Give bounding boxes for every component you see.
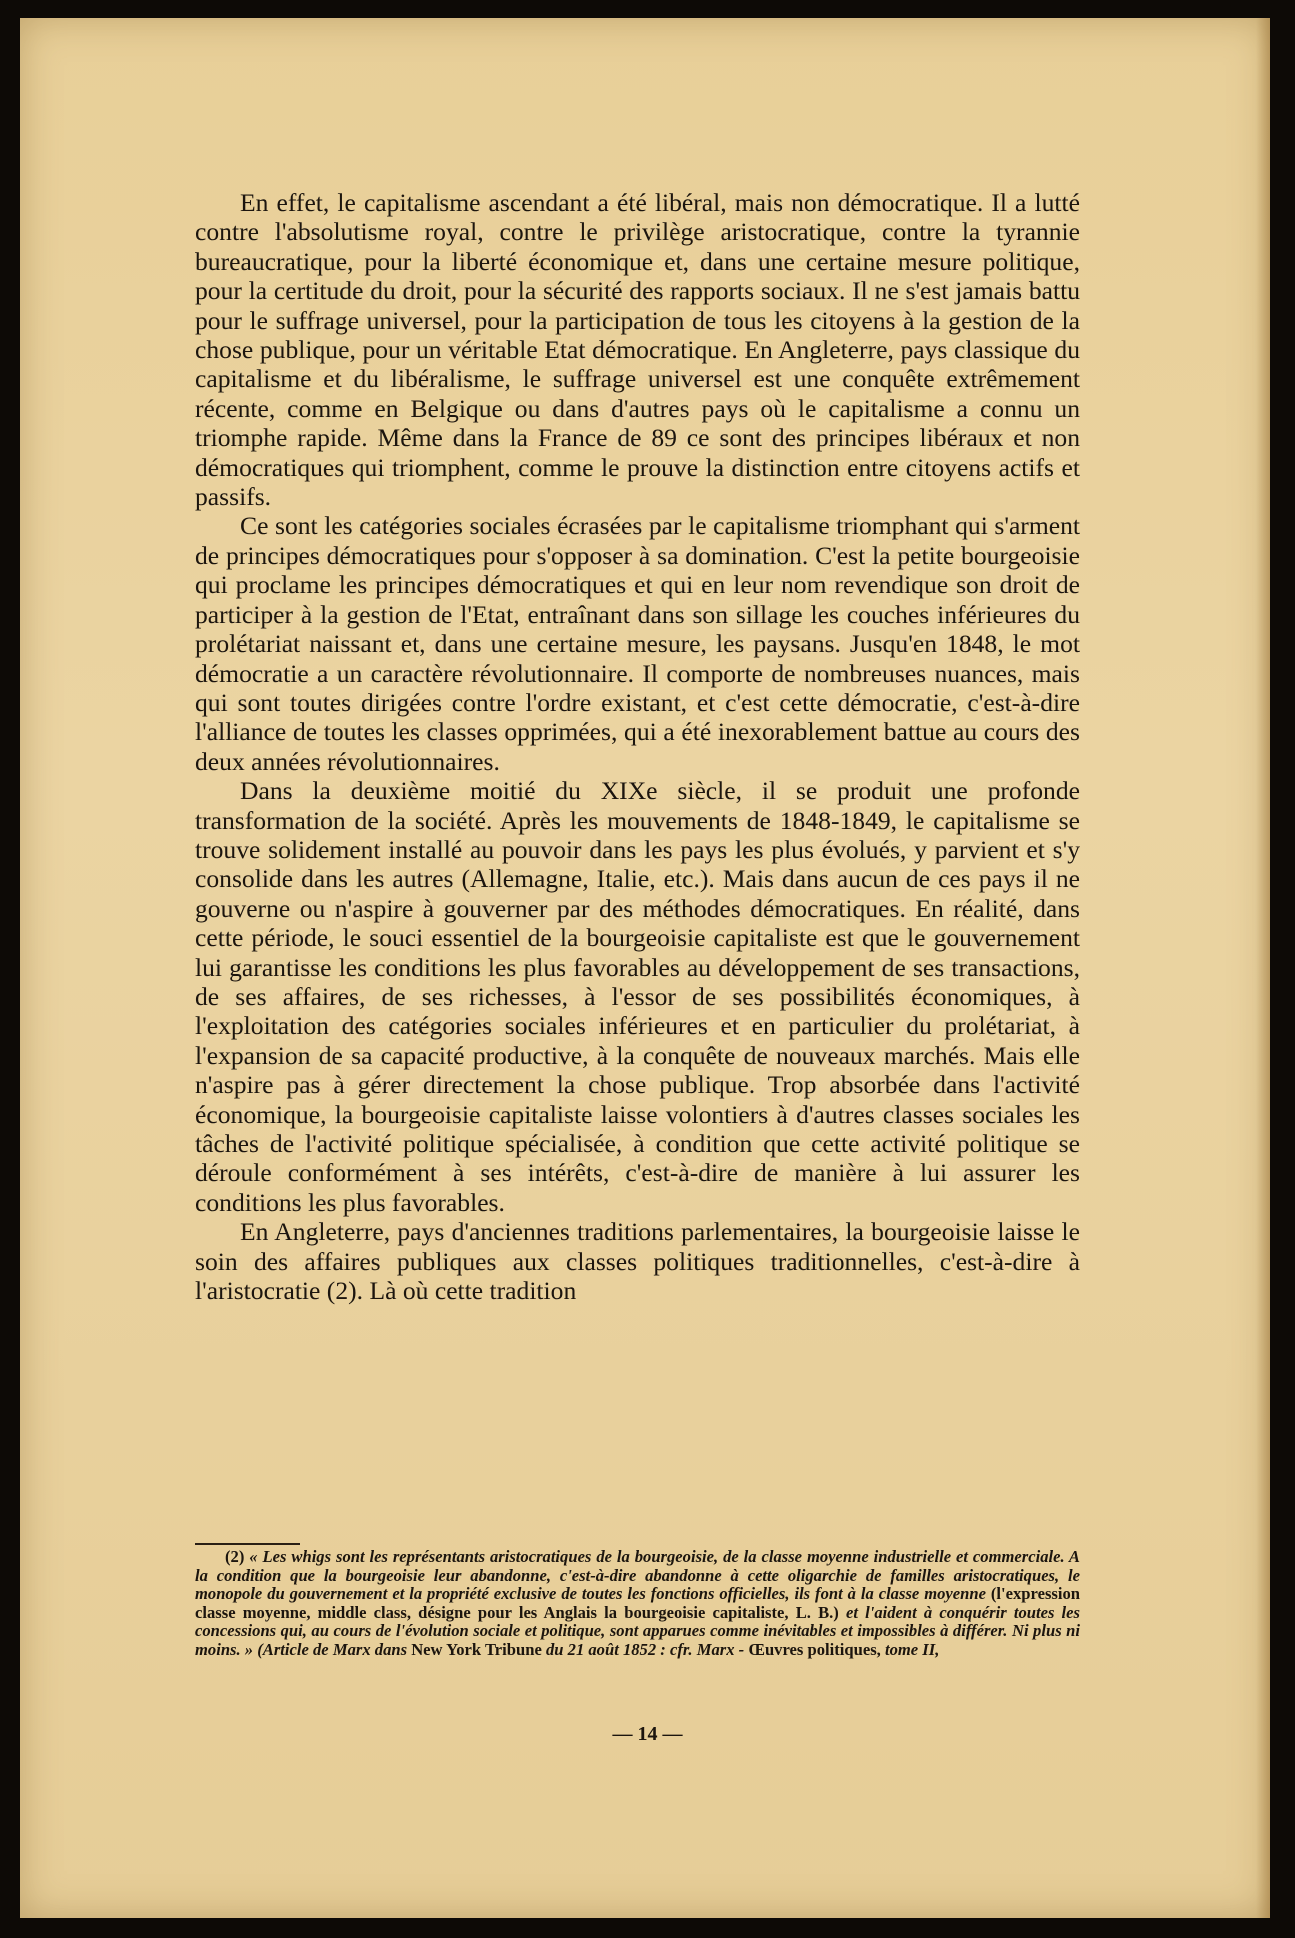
paragraph-4: En Angleterre, pays d'anciennes traditions parlementaires, la bourgeoisie laisse le soin des affaires publiques aux classes politiques traditionnelles, c'est-à-dire à l'aristocratie (2). Là où cette tradition <box>195 1217 1080 1306</box>
footnote-segment: et l'aident à conquérir toutes les concessions qui, au cours de l'évolution sociale et politique, sont apparues comme inévitables et impossibles à différer. Ni plus ni moins. » (Article de Marx dans <box>195 1602 1080 1659</box>
footnote-segment: Œuvres politiques, <box>748 1639 885 1659</box>
footnote-segment: du 21 août 1852 : cfr. Marx - <box>545 1639 749 1659</box>
footnote <box>195 1548 1080 1660</box>
footnote-segment: « Les whigs sont les représentants aristocratiques de la bourgeoisie, de la classe moyenne industrielle et commerciale. A la condition que la bourgeoisie leur abandonne, c'est-à-dire abandonne à cette oligarchie de familles aristocratiques, le monopole du gouvernement et la propriété exclusive de toutes les fonctions officielles, ils font à la classe moyenne <box>195 1547 1080 1604</box>
footnote-segment: tome II, <box>884 1639 940 1659</box>
footnote-segment: (l'expression classe moyenne, middle class, désigne pour les Anglais la bourgeoisie capitaliste, L. B.) <box>195 1584 1080 1622</box>
footnote-segment: New York Tribune <box>411 1639 546 1659</box>
footnote-separator <box>195 1543 300 1545</box>
body-text <box>195 188 1080 1305</box>
paragraph-2: Ce sont les catégories sociales écrasées par le capitalisme triomphant qui s'arment de principes démocratiques pour s'opposer à sa domination. C'est la petite bourgeoisie qui proclame les principes démocratiques et qui en leur nom revendique son droit de participer à la gestion de l'Etat, entraînant dans son sillage les couches inférieures du prolétariat naissant et, dans une certaine mesure, les paysans. Jusqu'en 1848, le mot démocratie a un caractère révolutionnaire. Il comporte de nombreuses nuances, mais qui sont toutes dirigées contre l'ordre existant, et c'est cette démocratie, c'est-à-dire l'alliance de toutes les classes opprimées, qui a été inexorablement battue au cours des deux années révolutionnaires. <box>195 511 1080 776</box>
paragraph-3: Dans la deuxième moitié du XIXe siècle, il se produit une profonde transformation de la société. Après les mouvements de 1848-1849, le capitalisme se trouve solidement installé au pouvoir dans les pays les plus évolués, y parvient et s'y consolide dans les autres (Allemagne, Italie, etc.). Mais dans aucun de ces pays il ne gouverne ou n'aspire à gouverner par des méthodes démocratiques. En réalité, dans cette période, le souci essentiel de la bourgeoisie capitaliste est que le gouvernement lui garantisse les conditions les plus favorables au développement de ses transactions, de ses affaires, de ses richesses, à l'essor de ses possibilités économiques, à l'exploitation des catégories sociales inférieures et en particulier du prolétariat, à l'expansion de sa capacité productive, à la conquête de nouveaux marchés. Mais elle n'aspire pas à gérer directement la chose publique. Trop absorbée dans l'activité économique, la bourgeoisie capitaliste laisse volontiers à d'autres classes sociales les tâches de l'activité politique spécialisée, à condition que cette activité politique se déroule conformément à ses intérêts, c'est-à-dire de manière à lui assurer les conditions les plus favorables. <box>195 776 1080 1217</box>
page-number: — 14 — <box>612 1723 683 1745</box>
page-edge-shadow <box>1256 18 1270 1918</box>
footnote-marker: (2) <box>225 1547 245 1566</box>
paragraph-1: En effet, le capitalisme ascendant a été libéral, mais non démocratique. Il a lutté contre l'absolutisme royal, contre le privilège aristocratique, contre la tyrannie bureaucratique, pour la liberté économique et, dans une certaine mesure politique, pour la certitude du droit, pour la sécurité des rapports sociaux. Il ne s'est jamais battu pour le suffrage universel, pour la participation de tous les citoyens à la gestion de la chose publique, pour un véritable Etat démocratique. En Angleterre, pays classique du capitalisme et du libéralisme, le suffrage universel est une conquête extrêmement récente, comme en Belgique ou dans d'autres pays où le capitalisme a connu un triomphe rapide. Même dans la France de 89 ce sont des principes libéraux et non démocratiques qui triomphent, comme le prouve la distinction entre citoyens actifs et passifs. <box>195 188 1080 512</box>
